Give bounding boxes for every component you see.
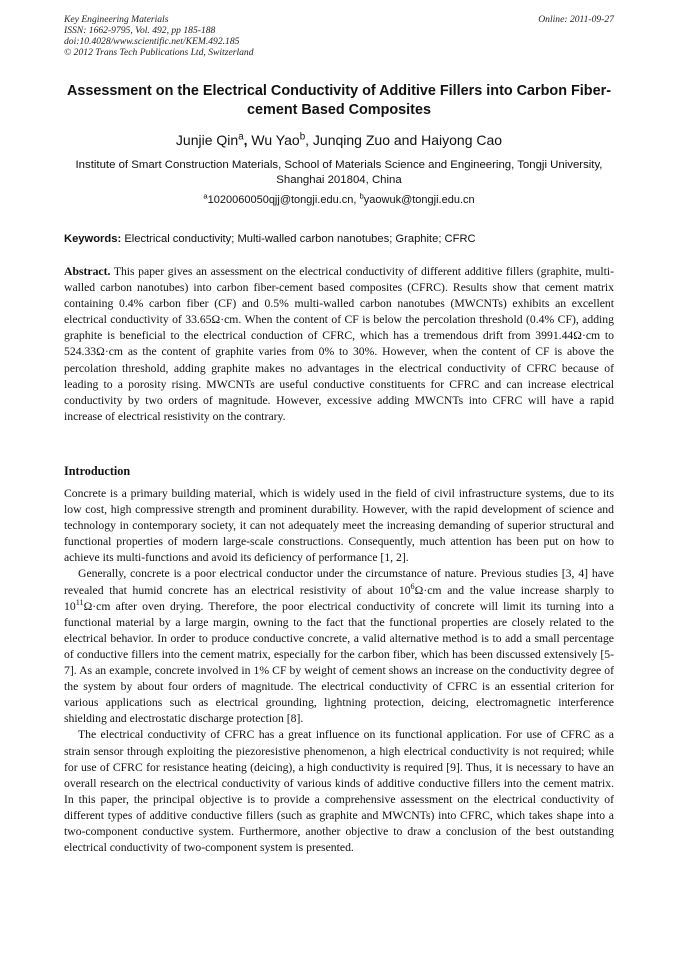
email-marker: a	[203, 191, 208, 201]
email-link[interactable]: 1020060050qjj@tongji.edu.cn	[207, 194, 354, 206]
keywords	[64, 232, 614, 246]
affiliation: Institute of Smart Construction Materials, School of Materials Science and Engineering, Tongji University, Shanghai 201804, China	[75, 159, 603, 186]
paragraph: Concrete is a primary building material, which is widely used in the field of civil infrastructure systems, due to its low cost, high compressive strength and prominent durability. However, with the rapid development of science and technology in contemporary society, it can not adequately meet the increasing demanding of superior structural and functional properties of modern large-scale constructions. Consequently, much attention has been put on how to achieve its multi-functions and avoid its deficiency of performance [1, 2].	[64, 487, 614, 565]
online-date: Online: 2011-09-27	[538, 14, 614, 25]
journal-header	[64, 14, 614, 58]
doi-line: doi:10.4028/www.scientific.net/KEM.492.185	[64, 36, 240, 47]
email-marker: b	[359, 191, 364, 201]
email-link[interactable]: yaowuk@tongji.edu.cn	[363, 194, 475, 206]
author-list: Junjie Qin$^a$, Wu Yao$^b$, Junqing Zuo and Haiyong Cao	[175, 131, 503, 148]
paragraph: The electrical conductivity of CFRC has a great influence on its functional application. For use of CFRC as a strain sensor through exploiting the piezoresistive phenomenon, a high electrical conductivity is not required; while for use of CFRC for resistance heating (deicing), a high conductivity is required [9]. Thus, it is necessary to have an overall research on the electrical conductivity of various kinds of additive conductive fillers into the cement matrix. In this paper, the principal objective is to provide a comprehensive assessment on the electrical conductivity of different types of additive conductive fillers (such as graphite and MWCNTs) into CFRC, which takes shape into a two-component conductive system. Furthermore, another objective to draw a conclusion of the best outstanding electrical conductivity of two-component system is presented.	[64, 728, 614, 855]
author-name: Wu Yao	[251, 132, 300, 148]
section-heading-introduction: Introduction	[64, 464, 131, 478]
abstract-text: This paper gives an assessment on the electrical conductivity of different additive fillers (graphite, multi-walled carbon nanotubes) into carbon fiber-cement based composites (CFRC). Results show that cement matrix containing 0.4% carbon fiber (CF) and 0.5% multi-walled carbon nanotubes (MWCNTs) exhibits an excellent electrical conductivity of 33.65Ω·cm. When the content of CF is below the percolation threshold (0.4% CF), adding graphite is beneficial to the electrical conduction of CFRC, which has a tremendous drift from 3991.44Ω·cm to 524.33Ω·cm as the content of graphite varies from 0% to 30%. However, when the content of CF is above the percolation threshold, adding graphite makes no advantages in the electrical conductivity of CFRC because of leading to a porosity rising. MWCNTs are useful conductive constituents for CFRC and can increase electrical conductivity by two orders of magnitude. However, excessive adding MWCNTs into CFRC will have a rapid increase of electrical resistivity on the contrary.	[64, 265, 614, 423]
author-marker: a	[238, 131, 244, 143]
copyright-line: © 2012 Trans Tech Publications Ltd, Switzerland	[64, 47, 254, 58]
abstract-label: Abstract.	[64, 265, 111, 278]
keywords-text: Electrical conductivity; Multi-walled carbon nanotubes; Graphite; CFRC	[124, 233, 476, 245]
introduction-body	[64, 486, 614, 856]
abstract	[64, 264, 614, 425]
paper-title: Assessment on the Electrical Conductivity of Additive Fillers into Carbon Fiber-cement Based Composites	[66, 83, 611, 118]
author-marker: b	[299, 131, 306, 143]
journal-name: Key Engineering Materials	[64, 14, 169, 25]
paragraph: Generally, concrete is a poor electrical conductor under the circumstance of nature. Previous studies [3, 4] have revealed that humid concrete has an electrical resistivity of about $10^6\Omega\cdot cm$ and the value increase sharply to $10^{11}\Omega\cdot cm$ after oven drying. Therefore, the poor electrical conductivity of concrete will limit its turning into a functional material by a large margin, owning to the fact that the functional properties are closely related to the electrical behavior. In order to produce conductive concrete, a valid alternative method is to add a small percentage of conductive fillers into the cement matrix, especially for the carbon fiber, which has been discussed extensively [5-7]. As an example, concrete involved in 1% CF by weight of cement shows an increase on the conductivity degree of the system by about four orders of magnitude. The electrical conductivity of CFRC is an essential criterion for various applications such as electrical grounding, lightning protection, deicing, electromagnetic interference shielding and electrostatic discharge protection [8].	[64, 567, 614, 726]
keywords-label: Keywords:	[64, 233, 122, 245]
author-emails: $^a$1020060050qjj@tongji.edu.cn, $^b$yaowuk@tongji.edu.cn	[203, 191, 475, 206]
issn-line: ISSN: 1662-9795, Vol. 492, pp 185-188	[64, 25, 216, 36]
author-names-rest: Junqing Zuo and Haiyong Cao	[312, 132, 503, 148]
author-name: Junjie Qin	[175, 132, 239, 148]
